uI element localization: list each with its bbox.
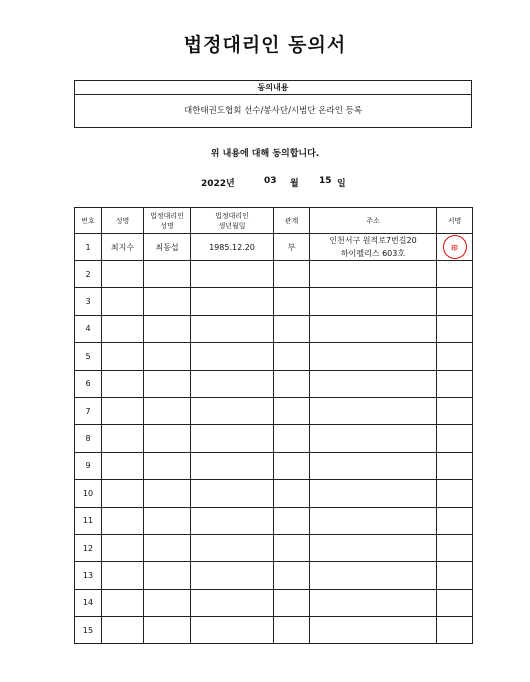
cell-guardian-birth[interactable] xyxy=(191,617,274,644)
date-year: 2022년 xyxy=(201,179,235,189)
cell-relation[interactable] xyxy=(274,507,310,534)
cell-guardian-birth[interactable] xyxy=(191,480,274,507)
cell-name[interactable] xyxy=(102,507,144,534)
table-row xyxy=(75,617,473,644)
cell-address[interactable] xyxy=(310,425,437,452)
cell-relation[interactable] xyxy=(274,315,310,342)
guardian-table xyxy=(74,207,473,644)
header-sign: 서명 xyxy=(437,208,473,234)
date-month-unit: 월 xyxy=(290,179,299,189)
header-relation: 관계 xyxy=(274,208,310,234)
cell-relation[interactable] xyxy=(274,343,310,370)
cell-guardian-name[interactable] xyxy=(144,562,191,589)
header-guardian-name-line1: 법정대리인 xyxy=(150,211,184,220)
cell-guardian-birth[interactable] xyxy=(191,315,274,342)
cell-guardian-birth[interactable] xyxy=(191,370,274,397)
cell-name[interactable] xyxy=(102,562,144,589)
cell-no: 5 xyxy=(75,343,102,370)
cell-address[interactable] xyxy=(310,507,437,534)
table-row xyxy=(75,315,473,342)
cell-relation[interactable] xyxy=(274,589,310,616)
cell-no: 4 xyxy=(75,315,102,342)
date-month-value: 03 xyxy=(264,176,277,186)
cell-no: 11 xyxy=(75,507,102,534)
table-row xyxy=(75,507,473,534)
cell-guardian-birth[interactable] xyxy=(191,589,274,616)
cell-address[interactable] xyxy=(310,261,437,288)
cell-address[interactable] xyxy=(310,370,437,397)
cell-guardian-name[interactable] xyxy=(144,261,191,288)
cell-guardian-name[interactable] xyxy=(144,507,191,534)
table-row xyxy=(75,343,473,370)
cell-guardian-name[interactable] xyxy=(144,480,191,507)
cell-guardian-birth[interactable] xyxy=(191,343,274,370)
cell-guardian-name[interactable] xyxy=(144,452,191,479)
address-line2: 하이펠리스 603호 xyxy=(340,249,406,258)
table-row xyxy=(75,397,473,424)
cell-no: 3 xyxy=(75,288,102,315)
cell-address[interactable] xyxy=(310,589,437,616)
cell-no: 10 xyxy=(75,480,102,507)
cell-sign[interactable] xyxy=(437,534,473,561)
cell-no: 12 xyxy=(75,534,102,561)
cell-no: 14 xyxy=(75,589,102,616)
table-row xyxy=(75,562,473,589)
address-line1: 인천서구 원적로7번길20 xyxy=(329,236,417,245)
cell-sign[interactable] xyxy=(437,315,473,342)
cell-relation[interactable] xyxy=(274,425,310,452)
table-header-row xyxy=(75,208,473,234)
cell-guardian-name[interactable] xyxy=(144,397,191,424)
cell-guardian-name[interactable] xyxy=(144,370,191,397)
cell-guardian-birth[interactable] xyxy=(191,452,274,479)
cell-name[interactable] xyxy=(102,589,144,616)
cell-sign[interactable] xyxy=(437,589,473,616)
cell-sign[interactable] xyxy=(437,480,473,507)
table-row xyxy=(75,480,473,507)
cell-sign[interactable] xyxy=(437,370,473,397)
header-guardian-birth xyxy=(191,208,274,234)
header-guardian-name xyxy=(144,208,191,234)
table-row xyxy=(75,589,473,616)
cell-name[interactable] xyxy=(102,425,144,452)
cell-sign[interactable] xyxy=(437,343,473,370)
cell-guardian-birth[interactable] xyxy=(191,397,274,424)
cell-relation[interactable] xyxy=(274,261,310,288)
date-day-value: 15 xyxy=(319,176,332,186)
cell-sign[interactable] xyxy=(437,452,473,479)
cell-relation[interactable] xyxy=(274,288,310,315)
cell-guardian-birth[interactable] xyxy=(191,534,274,561)
table-row xyxy=(75,370,473,397)
table-row xyxy=(75,234,473,261)
cell-relation: 부 xyxy=(274,234,310,261)
cell-no: 8 xyxy=(75,425,102,452)
cell-guardian-name[interactable] xyxy=(144,425,191,452)
cell-name[interactable] xyxy=(102,288,144,315)
cell-guardian-birth[interactable] xyxy=(191,261,274,288)
cell-address[interactable] xyxy=(310,617,437,644)
cell-sign[interactable] xyxy=(437,562,473,589)
cell-guardian-birth: 1985.12.20 xyxy=(191,234,274,261)
cell-name[interactable] xyxy=(102,452,144,479)
cell-name[interactable] xyxy=(102,480,144,507)
table-row xyxy=(75,288,473,315)
cell-name[interactable] xyxy=(102,370,144,397)
cell-relation[interactable] xyxy=(274,617,310,644)
cell-no: 2 xyxy=(75,261,102,288)
cell-sign[interactable] xyxy=(437,425,473,452)
consent-body: 대한태권도협회 선수/봉사단/시범단 온라인 등록 xyxy=(183,106,363,116)
cell-no: 9 xyxy=(75,452,102,479)
cell-relation[interactable] xyxy=(274,534,310,561)
header-address: 주소 xyxy=(310,208,437,234)
cell-guardian-name: 최동섭 xyxy=(144,234,191,261)
cell-address xyxy=(310,234,437,261)
cell-guardian-name[interactable] xyxy=(144,534,191,561)
consent-header: 동의내용 xyxy=(75,81,471,95)
cell-name[interactable] xyxy=(102,315,144,342)
cell-relation[interactable] xyxy=(274,452,310,479)
header-no: 번호 xyxy=(75,208,102,234)
cell-name[interactable] xyxy=(102,261,144,288)
cell-guardian-birth[interactable] xyxy=(191,562,274,589)
date-day-unit: 일 xyxy=(337,179,346,189)
header-guardian-name-line2: 성명 xyxy=(160,221,174,230)
cell-sign[interactable] xyxy=(437,617,473,644)
document-title: 법정대리인 동의서 xyxy=(183,34,347,56)
cell-no: 15 xyxy=(75,617,102,644)
cell-guardian-name[interactable] xyxy=(144,617,191,644)
cell-guardian-birth[interactable] xyxy=(191,288,274,315)
table-row xyxy=(75,425,473,452)
header-name: 성명 xyxy=(102,208,144,234)
cell-name: 최지수 xyxy=(102,234,144,261)
cell-guardian-birth[interactable] xyxy=(191,425,274,452)
cell-sign[interactable] xyxy=(437,288,473,315)
table-row xyxy=(75,452,473,479)
cell-sign[interactable] xyxy=(437,261,473,288)
cell-address[interactable] xyxy=(310,534,437,561)
table-row xyxy=(75,534,473,561)
cell-no: 13 xyxy=(75,562,102,589)
cell-no: 1 xyxy=(75,234,102,261)
cell-sign[interactable] xyxy=(437,397,473,424)
cell-address[interactable] xyxy=(310,562,437,589)
cell-sign xyxy=(437,234,473,261)
seal-stamp: 印 xyxy=(443,235,467,259)
cell-sign[interactable] xyxy=(437,507,473,534)
header-guardian-birth-line2: 생년월일 xyxy=(218,221,246,230)
cell-name[interactable] xyxy=(102,343,144,370)
table-row xyxy=(75,261,473,288)
cell-name[interactable] xyxy=(102,617,144,644)
cell-relation[interactable] xyxy=(274,370,310,397)
cell-guardian-name[interactable] xyxy=(144,589,191,616)
cell-guardian-name[interactable] xyxy=(144,343,191,370)
cell-name[interactable] xyxy=(102,397,144,424)
cell-relation[interactable] xyxy=(274,562,310,589)
cell-no: 6 xyxy=(75,370,102,397)
cell-guardian-name[interactable] xyxy=(144,288,191,315)
consent-statement: 위 내용에 대해 동의합니다. xyxy=(210,149,320,159)
consent-box xyxy=(74,80,472,128)
cell-guardian-name[interactable] xyxy=(144,315,191,342)
cell-address[interactable] xyxy=(310,315,437,342)
cell-address[interactable] xyxy=(310,397,437,424)
cell-guardian-birth[interactable] xyxy=(191,507,274,534)
cell-address[interactable] xyxy=(310,343,437,370)
cell-address[interactable] xyxy=(310,452,437,479)
cell-address[interactable] xyxy=(310,288,437,315)
cell-address[interactable] xyxy=(310,480,437,507)
header-guardian-birth-line1: 법정대리인 xyxy=(215,211,249,220)
cell-name[interactable] xyxy=(102,534,144,561)
cell-relation[interactable] xyxy=(274,397,310,424)
cell-relation[interactable] xyxy=(274,480,310,507)
cell-no: 7 xyxy=(75,397,102,424)
